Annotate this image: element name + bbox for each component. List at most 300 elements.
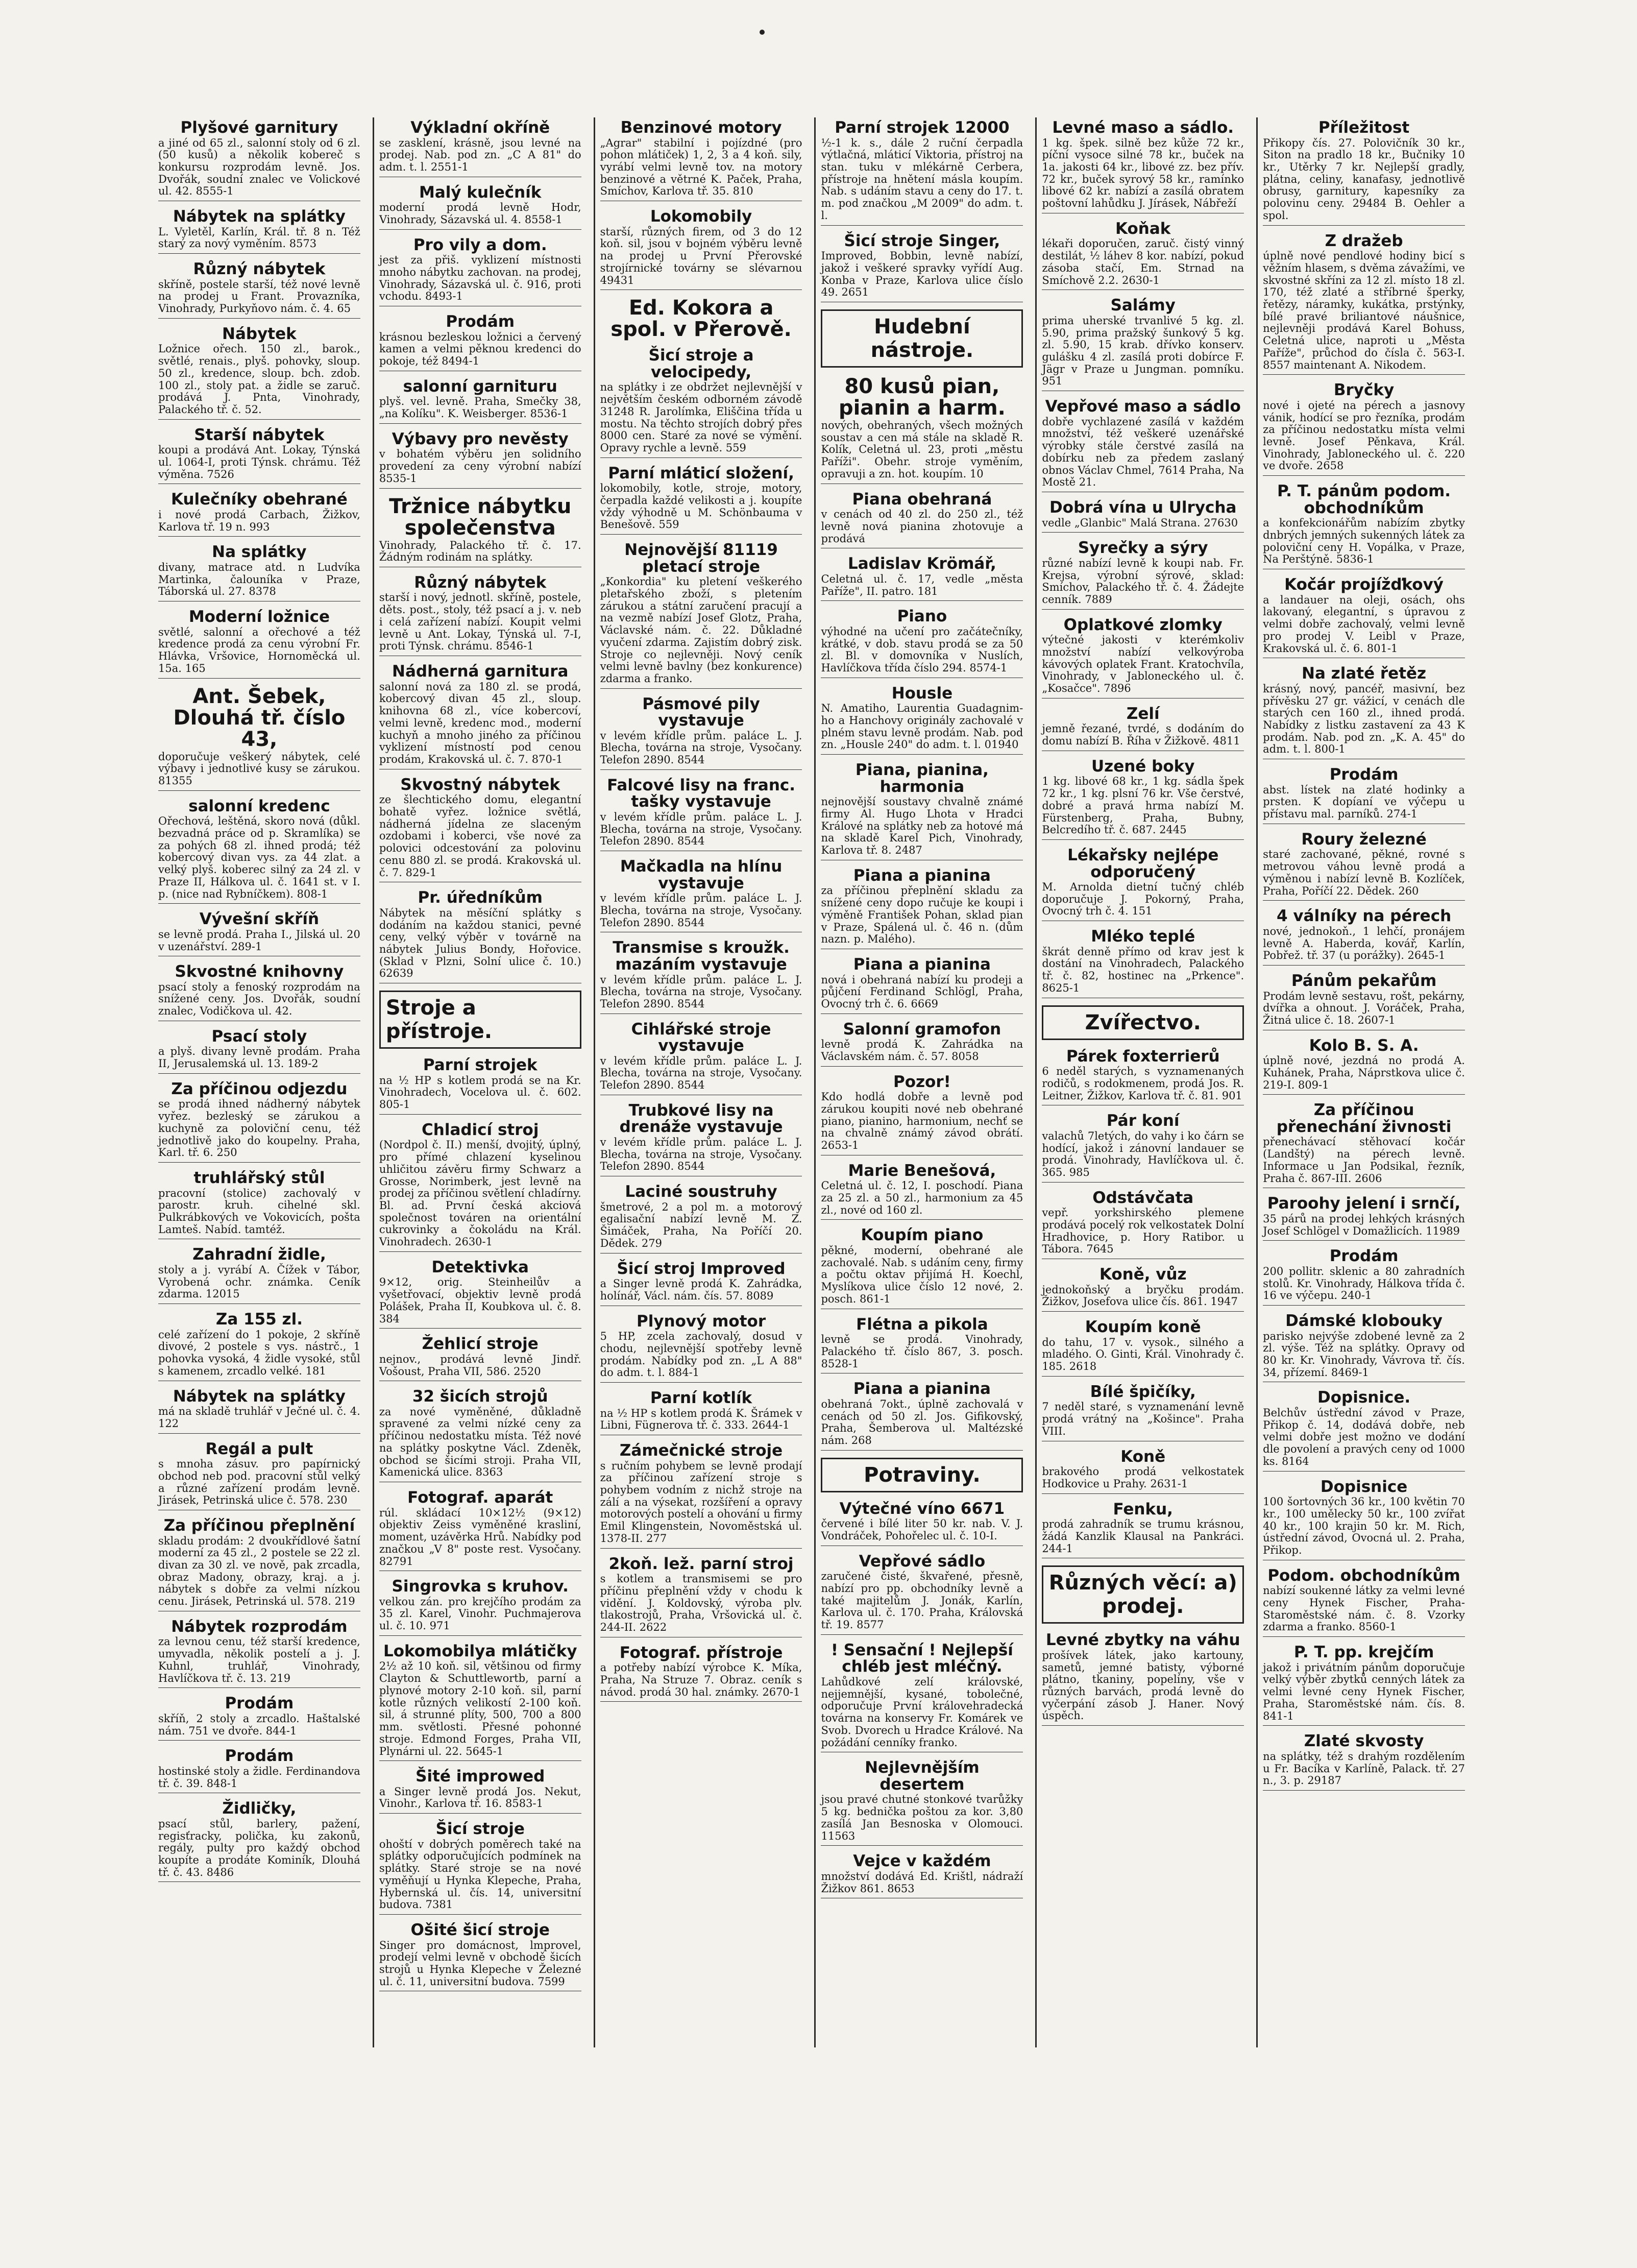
- ad-heading: salonní garnituru: [403, 377, 557, 396]
- classified-ad: [1263, 1102, 1465, 1188]
- ad-heading: Nábytek na splátky: [173, 207, 346, 226]
- classified-ad: [821, 1553, 1023, 1635]
- ad-body-text: vedle „Glanbic" Malá Strana. 27630: [1042, 517, 1244, 533]
- ad-body-text: Belchův ústřední závod v Praze, Přikop č. 14, dodává dobře, neb velmi dobře jest možno ve dodání dle povolení a pravých ceny od 1000 ks. 8164: [1263, 1407, 1465, 1471]
- classified-ad: [600, 465, 802, 535]
- ad-heading: Prodám: [446, 312, 515, 331]
- classified-ad: [158, 1695, 360, 1741]
- ad-heading: Laciné soustruhy: [625, 1183, 777, 1201]
- ad-heading: Prodám: [225, 1694, 294, 1713]
- ad-heading: 32 šicích strojů: [412, 1387, 548, 1406]
- ad-heading: Chladicí stroj: [422, 1120, 539, 1139]
- ad-heading: Koně, vůz: [1099, 1265, 1187, 1284]
- ad-body-text: 7 neděl staré, s vyznamenání levně prodá vrátný na „Košince". Praha VIII.: [1042, 1401, 1244, 1441]
- ad-heading: Pozor!: [893, 1072, 951, 1091]
- classified-ad: [379, 1388, 581, 1482]
- ad-body-text: vepř. yorkshirského plemene prodává pocelý rok velkostatek Dolní Hradhovice, p. Hory Ratibor. u Tábora. 7645: [1042, 1207, 1244, 1259]
- ad-heading: Piana a pianina: [853, 1380, 991, 1398]
- ad-heading: Prodám: [225, 1747, 294, 1766]
- ad-body-text: nejnov., prodává levně Jindř. Vošoust, Praha VII, 586. 2520: [379, 1354, 581, 1381]
- classified-ad: [1263, 1479, 1465, 1560]
- ad-heading: Psací stoly: [211, 1027, 307, 1046]
- ad-body-text: prima uherské trvanlivé 5 kg. zl. 5.90, prima pražský šunkový 5 kg. zl. 5.90, 15 krab. dřívko konserv. gulášku 4 zl. zasílá proti dobírce F. Jägr v Praze u Jungman. pomníku. 951: [1042, 315, 1244, 391]
- ad-heading: Paroohy jelení i srnčí,: [1267, 1194, 1461, 1213]
- classified-ad: [1263, 1038, 1465, 1095]
- classified-ad: [600, 1556, 802, 1637]
- ad-body-text: v levém křídle prům. paláce L. J. Blecha, továrna na stroje, Vysočany. Telefon 2890. 8544: [600, 811, 802, 851]
- ad-heading: Lokomobily: [650, 207, 752, 226]
- ad-heading: Pr. úředníkům: [418, 888, 543, 907]
- ad-body-text: pěkné, moderní, obehrané ale zachovalé. Nab. s udáním ceny, firmy a počtu oktav přijímá H. Koechl, Myslíkova ulice číslo 12 nové, 2. posch. 861-1: [821, 1245, 1023, 1309]
- ad-body-text: Ořechová, leštěná, skoro nová (důkl. bezvadná práce od p. Skramlíka) se za pohých 68 zl. ihned prodá; též kobercový divan vys. za 44 zlat. a velký plyš. koberec silný za 24 zl. v Praze II, Hálkova ul. č. 1641 st. v I. p. (nice nad Rybníčkem). 808-1: [158, 815, 360, 904]
- ad-heading: Singrovka s kruhov.: [392, 1577, 569, 1596]
- classified-ad: [379, 313, 581, 371]
- ad-heading: Regál a pult: [205, 1439, 313, 1458]
- ad-body-text: nové i ojeté na pérech a jasnovy vánik, hodící se pro řezníka, prodám za příčinou nedostatku místa velmi levně. Josef Pěnkava, Král. Vinohrady, Jabloneckého ul. č. 220 ve dvoře. 2658: [1263, 400, 1465, 476]
- ad-body-text: s mnoha zásuv. pro papírnický obchod neb pod. pracovní stůl velký a různé zařízení prodám levně. Jirásek, Petrinská ulice č. 578. 230: [158, 1458, 360, 1510]
- ad-heading: Cihlářské stroje vystavuje: [631, 1020, 771, 1055]
- classified-ad: [821, 1316, 1023, 1374]
- ad-heading: Kolo B. S. A.: [1309, 1036, 1419, 1055]
- ad-body-text: a Singer levně prodá K. Zahrádka, holínář, Václ. nám. čís. 57. 8089: [600, 1278, 802, 1306]
- ad-body-text: velkou zán. pro krejčího prodám za 35 zl. Karel, Vinohr. Puchmajerova ul. č. 10. 971: [379, 1596, 581, 1636]
- ad-heading: Bryčky: [1333, 381, 1395, 400]
- ad-body-text: 5 HP, zcela zachovalý, dosud v chodu, nejlevnější spotřeby levně prodám. Nabídky pod zn. „L A 88" do adm. t. l. 884-1: [600, 1331, 802, 1383]
- ad-heading: P. T. pánům podom. obchodníkům: [1277, 482, 1451, 517]
- section-heading: Potraviny.: [821, 1458, 1023, 1492]
- ad-heading: Roury železné: [1301, 830, 1427, 849]
- classified-ad: [1263, 1389, 1465, 1471]
- ad-heading: Šicí stroje a velocipedy,: [648, 346, 754, 381]
- ad-body-text: starší i nový, jednotl. skříně, postele, děts. post., stoly, též psací a j. v. neb i celá zařízení nabízí. Koupit velmi levně u Ant. Lokay, Týnská ul. 7-I, proti Týnsk. chrámu. 8546-1: [379, 592, 581, 656]
- classified-ad: [600, 1442, 802, 1549]
- classified-ad: [1042, 540, 1244, 609]
- ad-body-text: skříně, postele starší, též nové levně na prodej u Frant. Provazníka, Vinohrady, Purkyňovo nám. č. 4. 65: [158, 279, 360, 319]
- classified-ad: [158, 686, 360, 791]
- classified-ad: [821, 1021, 1023, 1067]
- classified-ad: [379, 777, 581, 883]
- classified-ad: [158, 119, 360, 201]
- ad-heading: Dámské klobouky: [1285, 1312, 1443, 1331]
- ad-body-text: světlé, salonní a ořechové a též kredence prodá za cenu výrobní Fr. Hlávka, Vršovice, Hornoměcká ul. 15a. 165: [158, 626, 360, 679]
- ad-body-text: Vinohrady, Palackého tř. č. 17. Žádným rodinám na splátky.: [379, 540, 581, 567]
- classified-ad: [379, 1768, 581, 1814]
- classified-ad: [158, 963, 360, 1021]
- ad-heading: Výtečné víno 6671: [839, 1499, 1005, 1518]
- classified-ad: [821, 119, 1023, 226]
- ad-heading: Koně: [1120, 1447, 1166, 1466]
- classified-ad: [1042, 297, 1244, 391]
- ad-body-text: na splátky i ze obdržet nejlevnější v největším českém odborném závodě 31248 R. Jarolímka, Eliščina třída u mostu. Na těchto strojích dobrý přes 8000 cen. Staré za nové se výmění. Opravy rychle a levně. 559: [600, 381, 802, 457]
- ad-body-text: a jiné od 65 zl., salonní stoly od 6 zl. (50 kusů) a několik kobereč s konkursu rozprodám levně. Jos. Dvořák, soudní znalec ve Volickové ul. 42. 8555-1: [158, 137, 360, 202]
- classified-ad: [1042, 1384, 1244, 1441]
- ad-body-text: Nábytek na měsíční splátky s dodáním na každou stanici, pevné ceny, velký výběr v továrně na nábytek Julius Bondy, Hořovice. (Sklad v Plzni, Solní ulice č. 10.) 62639: [379, 907, 581, 983]
- ad-heading: Nábytek rozprodám: [171, 1617, 348, 1636]
- ad-heading: Detektivka: [431, 1258, 529, 1276]
- section-heading: Hudební nástroje.: [821, 309, 1023, 368]
- ad-heading: Benzinové motory: [620, 118, 782, 137]
- ad-column-5: [1035, 117, 1249, 2047]
- ad-heading: Nábytek: [222, 324, 297, 343]
- ad-body-text: jest za přiš. vyklizení místnosti mnoho nábytku zachovan. na prodej, Vinohrady, Sázavská ul. č. 916, proti vchodu. 8493-1: [379, 254, 581, 306]
- ad-body-text: s kotlem a transmisemi se pro příčinu přeplnění vždy v chodu k vidění. J. Koldovský, výroba plv. tlakostrojů, Praha, Vršovická ul. č. 244-II. 2622: [600, 1573, 802, 1637]
- classified-ad: [1042, 758, 1244, 840]
- ad-body-text: psací stoly a fenoský rozprodám na snížené ceny. Jos. Dvořák, soudní znalec, Vodičkova ul. 42.: [158, 981, 360, 1021]
- classified-ad: [158, 1441, 360, 1510]
- ad-body-text: v levém křídle prům. paláce L. J. Blecha, továrna na stroje, Vysočany. Telefon 2890. 8544: [600, 730, 802, 770]
- ad-body-text: nabízí soukenné látky za velmi levné ceny Hynek Fischer, Praha-Staroměstské nám. č. 8. Vzorky zdarma a franko. 8560-1: [1263, 1585, 1465, 1637]
- classified-ad: [821, 233, 1023, 302]
- ad-heading: Dobrá vína u Ulrycha: [1049, 498, 1237, 517]
- ad-body-text: v levém křídle prům. paláce L. J. Blecha, továrna na stroje, Vysočany. Telefon 2890. 8544: [600, 892, 802, 932]
- section-heading: Zvířectvo.: [1042, 1005, 1244, 1040]
- classified-ad: [821, 491, 1023, 549]
- ad-heading: Vejce v každém: [853, 1852, 991, 1871]
- classified-ad: [600, 1102, 802, 1176]
- ad-body-text: koupi a prodává Ant. Lokay, Týnská ul. 1064-I, proti Týnsk. chrámu. Též výměna. 7526: [158, 444, 360, 484]
- ad-heading: Nejlevnějším desertem: [865, 1758, 980, 1794]
- ad-heading: Šité improwed: [416, 1767, 545, 1786]
- ad-heading: Parní strojek 12000: [835, 118, 1010, 137]
- ad-body-text: Ložnice ořech. 150 zl., barok., světlé, renais., plyš. pohovky, sloup. 50 zl., kredence, sloup. bch. zdob. 100 zl., stoly pat. a židle se zaruč. prodává J. Pnta, Vinohrady, Palackého tř. č. 52.: [158, 343, 360, 419]
- classified-ad: [379, 889, 581, 983]
- ad-heading: Housle: [891, 684, 953, 703]
- classified-ad: [600, 777, 802, 851]
- ad-body-text: celé zařízení do 1 pokoje, 2 skříně divové, 2 postele s vys. nástrč., 1 pohovka vysoká, 4 židle vysoké, stůl s kamenem, zrcadlo velké. 181: [158, 1329, 360, 1381]
- ad-body-text: v levém křídle prům. paláce L. J. Blecha, továrna na stroje, Vysočany. Telefon 2890. 8544: [600, 974, 802, 1014]
- classified-ad: [379, 1489, 581, 1571]
- ad-body-text: v levém křídle prům. paláce L. J. Blecha, továrna na stroje, Vysočany. Telefon 2890. 8544: [600, 1137, 802, 1176]
- classified-ad: [1042, 1632, 1244, 1726]
- classified-ad: [600, 208, 802, 290]
- classified-ad: [379, 184, 581, 230]
- ad-heading: Levné zbytky na váhu: [1045, 1631, 1240, 1650]
- ad-heading: P. T. pp. krejčím: [1293, 1643, 1434, 1662]
- classified-ad: [158, 427, 360, 485]
- classified-ad: [379, 496, 581, 567]
- classified-ad: [1263, 1567, 1465, 1637]
- ad-heading: Trubkové lisy na drenáže vystavuje: [619, 1101, 783, 1137]
- ad-heading: Prodám: [1329, 1247, 1399, 1266]
- ad-heading: Plynový motor: [637, 1312, 766, 1331]
- ad-heading: Salonní gramofon: [843, 1020, 1001, 1039]
- classified-ad: [379, 378, 581, 424]
- ad-body-text: „Konkordia" ku pletení veškerého pletařského zboží, s pletením zárukou a státní zaručení pracují a na vezmě nabízí Josef Glotz, Praha, Václavské nám. č. 22. Důkladné vyučení zdarma. Zajistím dobrý zisk. Stroje co nejlevněji. Nový ceník velmi levně bavlny (bez konkurence) zdarma a franko.: [600, 576, 802, 688]
- classified-ad: [158, 1081, 360, 1163]
- ad-heading: Dopisnice.: [1317, 1388, 1411, 1407]
- ad-heading: Kočár projížďkový: [1284, 575, 1444, 594]
- classified-ad: [158, 208, 360, 254]
- classified-ad: [600, 858, 802, 932]
- classified-ad: [158, 1246, 360, 1304]
- ad-heading: Piana a pianina: [853, 955, 991, 974]
- classified-ad: [600, 939, 802, 1014]
- ad-body-text: Prodám levně sestavu, rošt, pekárny, dvířka a ohnout. J. Voráček, Praha, Žitná ulice č. 18. 2607-1: [1263, 991, 1465, 1030]
- ad-body-text: „Agrar" stabilní i pojízdné (pro pohon mlátiček) 1, 2, 3 a 4 koň. sily, vyrábí velmi levně tov. na motory benzinové a větrné K. Paček, Praha, Smíchov, Karlova tř. 35. 810: [600, 137, 802, 202]
- ad-body-text: Celetná ul. č. 12, I. poschodí. Piana za 25 zl. a 50 zl., harmonium za 45 zl., nové od 160 zl.: [821, 1180, 1023, 1220]
- ad-heading: Flétna a pikola: [856, 1315, 988, 1334]
- ad-body-text: nové, jednokoň., 1 lehčí, pronájem levně A. Haberda, kovář, Karlín, Pobřež. tř. 37 (u porážky). 2645-1: [1263, 926, 1465, 966]
- ad-body-text: 200 pollitr. sklenic a 80 zahradních stolů. Kr. Vinohrady, Hálkova třída č. 16 ve výčepu. 240-1: [1263, 1266, 1465, 1306]
- ad-heading: Šicí stroj Improved: [617, 1259, 786, 1278]
- ad-body-text: a plyš. divany levně prodám. Praha II, Jerusalemská ul. 13. 189-2: [158, 1046, 360, 1073]
- classified-ad: [1042, 1319, 1244, 1377]
- ad-body-text: skladu prodám: 2 dvoukřídlové šatní moderní za 45 zl., 2 postele se 22 zl. divan za 30 zl. ve nově, pak zrcadla, obraz Madony, obrazy, kraj. a j. nábytek s dobře za velmi nízkou cenu. Jirásek, Petrinská ul. 578. 219: [158, 1535, 360, 1611]
- classified-ad: [1263, 1248, 1465, 1306]
- classified-ad: [821, 685, 1023, 755]
- ad-heading: Zahradní židle,: [192, 1245, 326, 1264]
- ad-heading: truhlářský stůl: [193, 1169, 325, 1188]
- ad-heading: Lékařsky nejlépe odporučený: [1067, 846, 1219, 881]
- ad-body-text: (Nordpol č. II.) menší, dvojitý, úplný, pro přímé chlazení kyselinou uhličitou závěru firmy Schwarz a Grosse, Norimberk, jest levně na prodej za příčinou světlení chladírny. Bl. ad. První česká akciová společnost továren na orientální cukrovinky a čokoládu na Král. Vinohradech. 2630-1: [379, 1139, 581, 1251]
- ad-column-1: [153, 117, 365, 2047]
- classified-ad: [379, 1336, 581, 1381]
- ad-heading: Výbavy pro nevěsty: [392, 429, 569, 448]
- ad-heading: Skvostný nábytek: [400, 775, 560, 794]
- ad-body-text: s ručním pohybem se levně prodají za příčinou zařízení stroje s pohybem vodním z nichž stroje na zálí a na výsekat, rozšíření a opravy motorových postelí a ohování u firmy Emil Klingenstein, Novoměstská ul. 1378-II. 277: [600, 1460, 802, 1549]
- ad-heading: Parní mláticí složení,: [608, 464, 794, 482]
- classified-ads-columns: [153, 117, 1470, 2047]
- ad-body-text: Lahůdkové zelí královské, nejjemnější, kysané, tobolečné, odporučuje První královehradecká továrna na konservy Fr. Komárek ve Svob. Dvorech u Hradce Králové. Na požádání cenníky franko.: [821, 1676, 1023, 1752]
- ad-body-text: a Singer levně prodá Jos. Nekut, Vinohr., Karlova tř. 16. 8583-1: [379, 1786, 581, 1814]
- classified-ad: [379, 431, 581, 489]
- ad-body-text: 100 šortovných 36 kr., 100 květin 70 kr., 100 umělecky 50 kr., 100 zvířat 40 kr., 100 krajin 50 kr. M. Rich, ústřední závod, Ovocná ul. 2. Praha, Přikop.: [1263, 1496, 1465, 1560]
- ad-heading: Pár koní: [1106, 1112, 1180, 1130]
- ad-body-text: parisko nejvýše zdobené levně za 2 zl. výše. Též na splátky. Opravy od 80 kr. Kr. Vinohrady, Vávrova tř. čís. 34, přízemí. 8469-1: [1263, 1331, 1465, 1383]
- classified-ad: [1042, 119, 1244, 213]
- ad-body-text: a potřeby nabízí výrobce K. Míka, Praha, Na Struze 7. Obraz. ceník s návod. prodá 30 hal. známky. 2670-1: [600, 1662, 802, 1702]
- classified-ad: [379, 237, 581, 306]
- classified-ad: [1042, 617, 1244, 698]
- ad-body-text: škrát denně přímo od krav jest k dostání na Vinohradech, Palackého tř. č. 82, hostinec na „Prkence". 8625-1: [1042, 946, 1244, 998]
- ad-body-text: krásnou bezleskou ložnici a červený kamen a velmi pěknou kredenci do pokoje, též 8494-1: [379, 331, 581, 371]
- ad-column-4: [814, 117, 1028, 2047]
- ad-body-text: v levém křídle prům. paláce L. J. Blecha, továrna na stroje, Vysočany. Telefon 2890. 8544: [600, 1055, 802, 1095]
- ad-body-text: za příčinou přeplnění skladu za snížené ceny dopo ručuje ke koupi i výměně František Pohan, sklad pian v Praze, Spálená ul. č. 46 n. (dům nazn. p. Malého).: [821, 885, 1023, 949]
- ad-heading: Židličky,: [222, 1799, 297, 1818]
- ad-body-text: v bohatém výběru jen solidního provedení za ceny výrobní nabízí 8535-1: [379, 448, 581, 488]
- ad-body-text: staré zachované, pěkné, rovné s metrovou váhou levně prodá a výměnou i nabízí levně B. Kozlíček, Praha, Poříčí 22. Dědek. 260: [1263, 849, 1465, 901]
- ad-body-text: valachů 7letých, do vahy i ko čárn se hodící, jakož i zánovní landauer se prodá. Vinohrady, Havlíčkova ul. č. 365. 985: [1042, 1130, 1244, 1183]
- ad-body-text: brakového prodá velkostatek Hodkovice u Prahy. 2631-1: [1042, 1466, 1244, 1493]
- classified-ad: [158, 911, 360, 956]
- classified-ad: [1263, 233, 1465, 375]
- ad-body-text: levně se prodá. Vinohrady, Palackého tř. číslo 867, 3. posch. 8528-1: [821, 1334, 1023, 1373]
- classified-ad: [821, 1381, 1023, 1450]
- classified-ad: [1042, 499, 1244, 533]
- ad-heading: Levné maso a sádlo.: [1052, 118, 1234, 137]
- classified-ad: [821, 1501, 1023, 1546]
- classified-ad: [1042, 221, 1244, 290]
- classified-ad: [1042, 1501, 1244, 1559]
- classified-ad: [158, 1800, 360, 1882]
- ad-heading: Dopisnice: [1320, 1477, 1408, 1496]
- ad-heading: Ant. Šebek, Dlouhá tř. číslo 43,: [173, 684, 346, 751]
- ad-heading: Piana a pianina: [853, 866, 991, 885]
- ad-body-text: i nové prodá Carbach, Žižkov, Karlova tř. 19 n. 993: [158, 509, 360, 537]
- page-marker-dot: [760, 30, 765, 35]
- classified-ad: [379, 1643, 581, 1761]
- classified-ad: [158, 1619, 360, 1688]
- ad-body-text: 2½ až 10 koň. sil, většinou od firmy Clayton & Schuttlewortb, parní a plynové motory 2-10 koň. sil, parní kotle různých velikostí 2-100 koň. sil, á strunné plíty, 500, 700 a 800 mm. světlosti. Přesné pohonné stroje. Edmond Forges, Praha VII, Plynárni ul. 22. 5645-1: [379, 1660, 581, 1761]
- ad-body-text: prošívek látek, jako kartouny, sametů, jemné batisty, výborné plátno, tkaniny, popelíny, vše v různých barvách, prodá levně do vyčerpání zásob J. Haner. Nový úspěch.: [1042, 1650, 1244, 1726]
- ad-body-text: doporučuje veškerý nábytek, celé výbavy i jednotlivé kusy se zárukou. 81355: [158, 751, 360, 791]
- ad-body-text: na ½ HP s kotlem prodá se na Kr. Vinohradech, Vocelova ul. č. 602. 805-1: [379, 1075, 581, 1115]
- ad-body-text: za levnou cenu, též starší kredence, umyvadla, několik postelí a j. J. Kuhnl, truhlář, Vinohrady, Havlíčkova tř. č. 13. 219: [158, 1636, 360, 1688]
- ad-body-text: rúl. skládací 10×12½ (9×12) objektiv Zeiss vyměněné krasliní, moment, uzávěrka Hrů. Nabídky pod značkou „V 8" poste rest. Vysočany. 82791: [379, 1507, 581, 1572]
- classified-ad: [379, 1821, 581, 1915]
- ad-heading: Na splátky: [212, 543, 307, 562]
- ad-body-text: se zasklení, krásně, jsou levné na prodej. Nab. pod zn. „C A 81" do adm. t. l. 2551-1: [379, 137, 581, 177]
- ad-heading: Mačkadla na hlínu vystavuje: [620, 857, 783, 892]
- ad-heading: salonní kredenc: [188, 797, 330, 815]
- ad-heading: Transmise s kroužk. mazáním vystavuje: [613, 938, 790, 974]
- ad-heading: Různý nábytek: [414, 573, 547, 592]
- ad-body-text: jednokoňský a bryčku prodám. Žižkov, Josefova ulice čís. 861. 1947: [1042, 1284, 1244, 1312]
- ad-body-text: 35 párů na prodej lehkých krásných Josef Schlögel v Domažlicích. 11989: [1263, 1213, 1465, 1241]
- ad-body-text: úplně nové, jezdná no prodá A. Kuhánek, Praha, Náprstkova ulice č. 219-I. 809-1: [1263, 1055, 1465, 1095]
- ad-body-text: výhodné na učení pro začátečníky, krátké, v dob. stavu prodá se za 50 zl. Bl. v domovníka v Nuslích, Havlíčkova třída číslo 294. 8574-1: [821, 626, 1023, 678]
- classified-ad: [1263, 1195, 1465, 1241]
- classified-ad: [1263, 908, 1465, 966]
- ad-heading: Koupím koně: [1085, 1318, 1201, 1337]
- section-heading: Stroje a přístroje.: [379, 991, 581, 1049]
- ad-heading: Parní kotlík: [650, 1389, 752, 1407]
- ad-body-text: pracovní (stolice) zachovalý v parostr. kruh. cihelné skl. Pulkrábkových ve Vokovicích, pošta Lamteš. Nabíd. tamtéž.: [158, 1188, 360, 1240]
- ad-body-text: jemně řezané, tvrdé, s dodáním do domu nabízí B. Říha v Žižkově. 4811: [1042, 723, 1244, 751]
- ad-heading: 4 válníky na pérech: [1276, 907, 1452, 926]
- classified-ad: [1263, 1733, 1465, 1791]
- ad-body-text: ½-1 k. s., dále 2 ruční čerpadla výtlačná, mláticí Viktoria, přístroj na stan. tuku v mlékárně Cerbera, přístroje na hnětení másla koupím. Nab. s udáním stavu a ceny do 17. t. m. pod značkou „M 2009" do adm. t. l.: [821, 137, 1023, 226]
- ad-heading: Pro vily a dom.: [413, 235, 547, 254]
- ad-heading: Piana obehraná: [852, 490, 992, 509]
- ad-heading: Za příčinou přeplnění: [163, 1516, 355, 1535]
- ad-heading: Vývešní skříň: [199, 910, 320, 929]
- ad-heading: Plyšové garnitury: [180, 118, 338, 137]
- classified-ad: [158, 1748, 360, 1793]
- ad-heading: Odstávčata: [1092, 1188, 1194, 1207]
- ad-heading: Nádherná garnitura: [392, 662, 569, 681]
- ad-column-6: [1256, 117, 1470, 2047]
- ad-heading: Ošité šicí stroje: [410, 1921, 550, 1940]
- classified-ad: [1263, 665, 1465, 759]
- classified-ad: [1042, 847, 1244, 921]
- classified-ad: [600, 1390, 802, 1435]
- classified-ad: [379, 119, 581, 177]
- classified-ad: [600, 347, 802, 457]
- classified-ad: [1263, 1313, 1465, 1382]
- ad-heading: Moderní ložnice: [188, 608, 330, 626]
- ad-body-text: Improved, Bobbin, levně nabízí, jakož i veškeré spravky vyřídí Aug. Konba v Praze, Karlova ulice číslo 49. 2651: [821, 250, 1023, 302]
- ad-body-text: plyš. vel. levně. Praha, Smečky 38, „na Kolíku". K. Weisberger. 8536-1: [379, 396, 581, 423]
- classified-ad: [158, 1170, 360, 1239]
- ad-heading: Salámy: [1110, 296, 1176, 315]
- ad-heading: Výkladní okříně: [410, 118, 550, 137]
- classified-ad: [158, 1388, 360, 1434]
- ad-body-text: psací stůl, barlery, pažení, regisťracky, polička, ku zakonů, regály, pulty pro každý obchod koupíte a prodáte Kominík, Dlouhá tř. č. 43. 8486: [158, 1818, 360, 1883]
- ad-body-text: dobře vychlazené zasílá v každém množství, též veškeré uzenářské výrobky stále čerstvé zasílá na dobírku neb za předem zaslaný obnos Václav Chmel, 7614 Praha, Na Mostě 21.: [1042, 416, 1244, 492]
- ad-heading: Prodám: [1329, 765, 1399, 784]
- ad-heading: Z dražeb: [1325, 231, 1403, 250]
- ad-heading: Za 155 zl.: [215, 1310, 303, 1329]
- classified-ad: [821, 1163, 1023, 1220]
- classified-ad: [379, 574, 581, 656]
- ad-column-2: [373, 117, 587, 2047]
- ad-body-text: starší, různých firem, od 3 do 12 koň. sil, jsou v bojném výběru levně na prodej u První Přerovské strojírnické továrny se slévarnou 49431: [600, 226, 802, 291]
- ad-heading: Párek foxterrierů: [1066, 1047, 1220, 1066]
- ad-heading: Příležitost: [1318, 118, 1410, 137]
- ad-body-text: a landauer na oleji, osách, ohs lakovaný, elegantní, s úpravou z velmi dobře zachovalý, velmi levně pro prodej V. Leibl v Praze, Krakovská ul. č. 6. 801-1: [1263, 594, 1465, 659]
- ad-body-text: M. Arnolda dietní tučný chléb doporučuje J. Pokorný, Praha, Ovocný trh č. 4. 151: [1042, 881, 1244, 921]
- ad-body-text: ze šlechtického domu, elegantní bohatě vyřez. ložnice světlá, nádherná jídelna ze slaceným ozdobami i koberci, vše nové za polovici odcestování za polovinu cenu 880 zl. se prodá. Krakovská ul. č. 7. 829-1: [379, 794, 581, 882]
- classified-ad: [1042, 1449, 1244, 1494]
- ad-heading: Kulečníky obehrané: [171, 490, 348, 509]
- classified-ad: [1042, 928, 1244, 998]
- classified-ad: [158, 798, 360, 904]
- ad-heading: ! Sensační ! Nejlepší chléb jest mléčný.: [830, 1640, 1013, 1676]
- classified-ad: [379, 1922, 581, 1991]
- ad-heading: Ed. Kokora a spol. v Přerově.: [610, 296, 792, 342]
- classified-ad: [600, 1184, 802, 1253]
- ad-heading: Šicí stroje Singer,: [844, 231, 1000, 250]
- ad-body-text: úplně nové pendlové hodiny bicí s věžním hlasem, s dvěma závažími, ve skvostné skříni za 12 zl. místo 18 zl. 170, též zlaté a stříbrné šperky, řetězy, náramky, kukátka, prstýnky, bílé pravé briliantové náušnice, nejlevněji prodává Karel Bohuss, Celetná ulice, naproti u „Města Paříže", průchod do čísla č. 563-I. 8557 maintenant A. Nikodem.: [1263, 250, 1465, 375]
- ad-heading: Mléko teplé: [1091, 927, 1195, 946]
- ad-heading: Šicí stroje: [435, 1820, 525, 1839]
- ad-body-text: L. Vyletěl, Karlín, Král. tř. 8 n. Též starý za nový vyměním. 8573: [158, 226, 360, 254]
- ad-heading: Koupím piano: [861, 1226, 984, 1245]
- ad-body-text: v cenách od 40 zl. do 250 zl., též levně nová pianina zhotovuje a prodává: [821, 509, 1023, 548]
- ad-heading: Falcové lisy na franc. tašky vystavuje: [607, 776, 796, 811]
- ad-body-text: zaručené čisté, škvařené, přesně, nabízí pro pp. obchodníky levně a také majitelům J. Jonák, Karlín, Karlova ul. č. 170. Praha, Královská tř. 19. 8577: [821, 1571, 1023, 1635]
- ad-body-text: obehraná 7okt., úplně zachovalá v cenách od 50 zl. Jos. Gifikovský, Praha, Šemberova ul. Maltézské nám. 268: [821, 1398, 1023, 1451]
- ad-body-text: nejnovější soustavy chvalně známé firmy Al. Hugo Lhota v Hradci Králové na splátky neb za hotové má na skladě Karel Pich, Vinohrady, Karlova tř. 8. 2487: [821, 796, 1023, 860]
- ad-heading: Vepřové sádlo: [859, 1552, 986, 1571]
- classified-ad: [821, 1853, 1023, 1898]
- classified-ad: [1042, 1190, 1244, 1259]
- classified-ad: [600, 119, 802, 201]
- ad-body-text: jsou pravé chutné stonkové tvarůžky 5 kg. bednička poštou za kor. 3,80 zasílá Jan Besnoska v Olomouci. 11563: [821, 1794, 1023, 1846]
- ad-heading: Žehlicí stroje: [422, 1335, 539, 1354]
- classified-ad: [600, 542, 802, 689]
- ad-body-text: 1 kg. špek. silně bez kůže 72 kr., píční vysoce silné 78 kr., buček na 1a. jakosti 64 kr., libové zz. bez přív. 72 kr., buček syrový 58 kr., ramínko libové 62 kr. nabízí a zasílá obratem poštovní lahůdku J. Jírásek, Nábřeží: [1042, 137, 1244, 213]
- ad-heading: Parní strojek: [423, 1056, 537, 1075]
- ad-body-text: má na skladě truhlář v Ječné ul. č. 4. 122: [158, 1406, 360, 1433]
- classified-ad: [158, 609, 360, 678]
- classified-ad: [158, 544, 360, 601]
- classified-ad: [1042, 706, 1244, 751]
- classified-ad: [1042, 1266, 1244, 1312]
- ad-heading: Podom. obchodníkům: [1267, 1566, 1460, 1585]
- ad-heading: Lokomobilya mlátičky: [383, 1642, 577, 1660]
- ad-body-text: moderní prodá levně Hodr, Vinohrady, Sázavská ul. 4. 8558-1: [379, 202, 581, 229]
- classified-ad: [600, 1313, 802, 1383]
- ad-heading: Za příčinou přenechání živnosti: [1276, 1101, 1452, 1136]
- classified-ad: [1263, 382, 1465, 476]
- ad-body-text: se prodá ihned nádherný nábytek vyřez. bezleský se zárukou a kuchyně za poloviční cenu, též jednotlivě jako do koupelny. Praha, Karl. tř. 6. 250: [158, 1098, 360, 1163]
- ad-body-text: 9×12, orig. Steinheilův a vyšetřovací, objektiv levně prodá Polášek, Praha II, Koubkova ul. č. 8. 384: [379, 1276, 581, 1329]
- ad-body-text: nová i obehraná nabízí ku prodeji a půjčení Ferdinand Schlögl, Praha, Ovocný trh č. 6. 6669: [821, 974, 1023, 1014]
- ad-body-text: za nové vyměněné, důkladně spravené za velmi nízké ceny za příčinou nedostatku místa. Též nové na splátky poskytne Václ. Zdeněk, obchod se šicími stroji. Praha VII, Kamenická ulice. 8363: [379, 1406, 581, 1482]
- classified-ad: [600, 1021, 802, 1095]
- ad-body-text: salonní nová za 180 zl. se prodá, kobercový divan 45 zl., sloup. knihovna 68 zl., více kobercoví, velmi levně, kredenc mod., moderní kuchyň a mnoho jiného za příčinou vyklizení místností pod cenou prodám, Krakovská ul. č. 7. 870-1: [379, 681, 581, 769]
- ad-heading: Piano: [897, 607, 947, 626]
- ad-body-text: stoly a j. vyrábí A. Čížek v Tábor, Vyrobená ochr. známka. Ceník zdarma. 12015: [158, 1264, 360, 1304]
- ad-heading: Pánům pekařům: [1291, 971, 1437, 990]
- ad-body-text: výtečné jakosti v kterémkoliv množství nabízí velkovýroba kávových oplatek Frant. Kratochvíla, Vinohrady, v Jabloneckého ul. č. „Kosačce". 7896: [1042, 634, 1244, 698]
- classified-ad: [379, 1578, 581, 1636]
- classified-ad: [600, 297, 802, 340]
- ad-body-text: do tahu, 17 v. vysok., silného a mladého. O. Ginti, Král. Vinohrady č. 185. 2618: [1042, 1337, 1244, 1377]
